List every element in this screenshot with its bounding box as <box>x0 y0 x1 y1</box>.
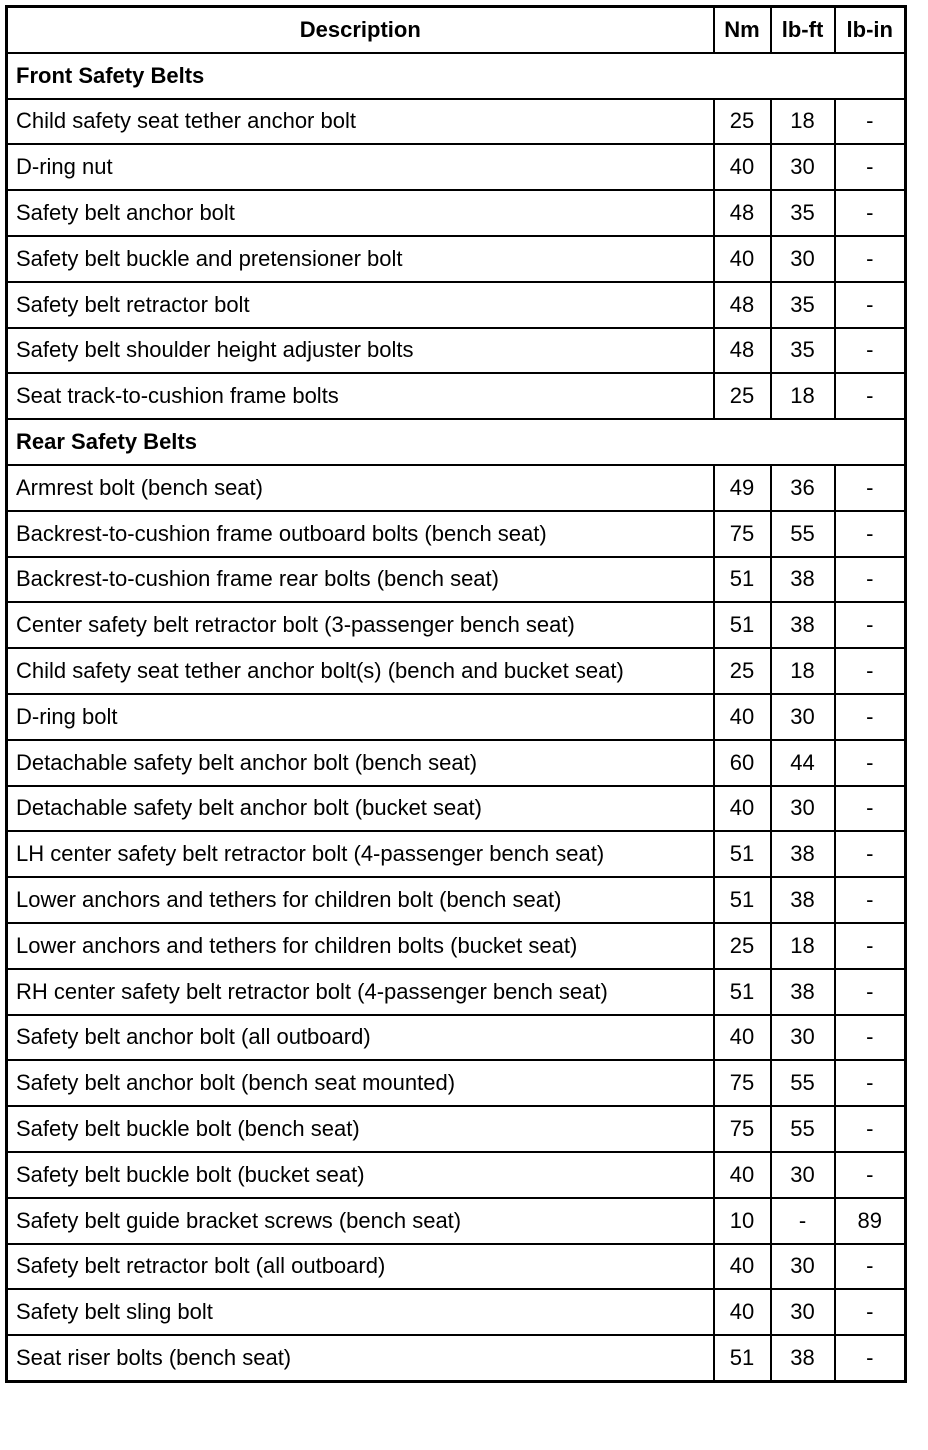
lb-in-cell: - <box>835 465 906 511</box>
nm-cell: 51 <box>714 557 771 603</box>
nm-cell: 40 <box>714 1244 771 1290</box>
description-cell: Safety belt sling bolt <box>7 1289 714 1335</box>
description-cell: Seat track-to-cushion frame bolts <box>7 373 714 419</box>
table-row <box>7 969 906 1015</box>
description-cell: Safety belt buckle bolt (bucket seat) <box>7 1152 714 1198</box>
nm-cell: 40 <box>714 1015 771 1061</box>
lb-ft-cell: 55 <box>771 1060 835 1106</box>
lb-ft-cell: 18 <box>771 99 835 145</box>
lb-in-cell: - <box>835 740 906 786</box>
lb-in-cell: - <box>835 831 906 877</box>
lb-ft-cell: 38 <box>771 602 835 648</box>
lb-ft-cell: 35 <box>771 282 835 328</box>
nm-cell: 40 <box>714 786 771 832</box>
description-cell: Safety belt retractor bolt (all outboard) <box>7 1244 714 1290</box>
lb-ft-cell: 30 <box>771 1015 835 1061</box>
description-cell: Backrest-to-cushion frame rear bolts (bench seat) <box>7 557 714 603</box>
table-body <box>7 53 906 1382</box>
lb-ft-cell: 35 <box>771 328 835 374</box>
lb-ft-cell: 35 <box>771 190 835 236</box>
description-cell: Safety belt shoulder height adjuster bolts <box>7 328 714 374</box>
table-row <box>7 1198 906 1244</box>
lb-in-cell: 89 <box>835 1198 906 1244</box>
nm-cell: 40 <box>714 1289 771 1335</box>
header-lb-ft: lb-ft <box>771 7 835 53</box>
nm-cell: 25 <box>714 99 771 145</box>
lb-ft-cell: 55 <box>771 511 835 557</box>
lb-in-cell: - <box>835 236 906 282</box>
table-row <box>7 1152 906 1198</box>
description-cell: Child safety seat tether anchor bolt <box>7 99 714 145</box>
nm-cell: 48 <box>714 282 771 328</box>
nm-cell: 51 <box>714 877 771 923</box>
description-cell: Safety belt buckle and pretensioner bolt <box>7 236 714 282</box>
description-cell: LH center safety belt retractor bolt (4-passenger bench seat) <box>7 831 714 877</box>
lb-in-cell: - <box>835 1015 906 1061</box>
description-cell: Safety belt anchor bolt (bench seat mounted) <box>7 1060 714 1106</box>
description-cell: Detachable safety belt anchor bolt (bucket seat) <box>7 786 714 832</box>
lb-ft-cell: 30 <box>771 1152 835 1198</box>
nm-cell: 40 <box>714 694 771 740</box>
lb-ft-cell: 30 <box>771 1289 835 1335</box>
lb-ft-cell: 38 <box>771 969 835 1015</box>
header-description: Description <box>7 7 714 53</box>
header-nm: Nm <box>714 7 771 53</box>
lb-in-cell: - <box>835 1289 906 1335</box>
table-row <box>7 144 906 190</box>
lb-ft-cell: 30 <box>771 694 835 740</box>
lb-ft-cell: 55 <box>771 1106 835 1152</box>
table-row <box>7 511 906 557</box>
description-cell: Lower anchors and tethers for children bolts (bucket seat) <box>7 923 714 969</box>
lb-ft-cell: 30 <box>771 786 835 832</box>
table-row <box>7 786 906 832</box>
lb-in-cell: - <box>835 1152 906 1198</box>
section-header-row <box>7 419 906 465</box>
nm-cell: 60 <box>714 740 771 786</box>
table-row <box>7 602 906 648</box>
nm-cell: 49 <box>714 465 771 511</box>
table-row <box>7 282 906 328</box>
nm-cell: 75 <box>714 511 771 557</box>
lb-in-cell: - <box>835 557 906 603</box>
description-cell: Safety belt retractor bolt <box>7 282 714 328</box>
table-row <box>7 1015 906 1061</box>
lb-ft-cell: 18 <box>771 648 835 694</box>
lb-ft-cell: 36 <box>771 465 835 511</box>
lb-in-cell: - <box>835 1106 906 1152</box>
lb-in-cell: - <box>835 99 906 145</box>
table-row <box>7 373 906 419</box>
lb-ft-cell: 38 <box>771 557 835 603</box>
description-cell: Seat riser bolts (bench seat) <box>7 1335 714 1381</box>
lb-ft-cell: 38 <box>771 877 835 923</box>
table-row <box>7 1289 906 1335</box>
description-cell: D-ring bolt <box>7 694 714 740</box>
description-cell: Armrest bolt (bench seat) <box>7 465 714 511</box>
description-cell: Child safety seat tether anchor bolt(s) (bench and bucket seat) <box>7 648 714 694</box>
nm-cell: 10 <box>714 1198 771 1244</box>
description-cell: Lower anchors and tethers for children bolt (bench seat) <box>7 877 714 923</box>
table-row <box>7 1060 906 1106</box>
lb-in-cell: - <box>835 877 906 923</box>
header-row <box>7 7 906 53</box>
header-lb-in: lb-in <box>835 7 906 53</box>
lb-in-cell: - <box>835 1335 906 1381</box>
description-cell: Safety belt guide bracket screws (bench seat) <box>7 1198 714 1244</box>
table-row <box>7 694 906 740</box>
lb-ft-cell: 18 <box>771 373 835 419</box>
nm-cell: 40 <box>714 144 771 190</box>
torque-specifications-table <box>5 5 907 1383</box>
table-row <box>7 99 906 145</box>
section-title: Front Safety Belts <box>7 53 906 99</box>
nm-cell: 48 <box>714 328 771 374</box>
section-header-row <box>7 53 906 99</box>
nm-cell: 51 <box>714 831 771 877</box>
lb-in-cell: - <box>835 969 906 1015</box>
lb-in-cell: - <box>835 1060 906 1106</box>
nm-cell: 25 <box>714 648 771 694</box>
table-row <box>7 831 906 877</box>
lb-in-cell: - <box>835 328 906 374</box>
section-title: Rear Safety Belts <box>7 419 906 465</box>
nm-cell: 25 <box>714 373 771 419</box>
nm-cell: 51 <box>714 602 771 648</box>
description-cell: Safety belt anchor bolt <box>7 190 714 236</box>
description-cell: Center safety belt retractor bolt (3-passenger bench seat) <box>7 602 714 648</box>
lb-in-cell: - <box>835 373 906 419</box>
table-row <box>7 1335 906 1381</box>
nm-cell: 51 <box>714 969 771 1015</box>
nm-cell: 48 <box>714 190 771 236</box>
description-cell: Detachable safety belt anchor bolt (bench seat) <box>7 740 714 786</box>
table-row <box>7 236 906 282</box>
table-row <box>7 1244 906 1290</box>
description-cell: Backrest-to-cushion frame outboard bolts (bench seat) <box>7 511 714 557</box>
nm-cell: 75 <box>714 1060 771 1106</box>
lb-in-cell: - <box>835 282 906 328</box>
table-row <box>7 877 906 923</box>
nm-cell: 40 <box>714 236 771 282</box>
lb-ft-cell: 30 <box>771 236 835 282</box>
lb-in-cell: - <box>835 511 906 557</box>
lb-ft-cell: 38 <box>771 1335 835 1381</box>
table-row <box>7 557 906 603</box>
lb-ft-cell: - <box>771 1198 835 1244</box>
table-row <box>7 1106 906 1152</box>
nm-cell: 51 <box>714 1335 771 1381</box>
lb-ft-cell: 44 <box>771 740 835 786</box>
lb-in-cell: - <box>835 602 906 648</box>
lb-ft-cell: 30 <box>771 1244 835 1290</box>
table-row <box>7 923 906 969</box>
lb-in-cell: - <box>835 694 906 740</box>
lb-ft-cell: 30 <box>771 144 835 190</box>
lb-ft-cell: 18 <box>771 923 835 969</box>
description-cell: RH center safety belt retractor bolt (4-passenger bench seat) <box>7 969 714 1015</box>
nm-cell: 75 <box>714 1106 771 1152</box>
table-row <box>7 465 906 511</box>
nm-cell: 40 <box>714 1152 771 1198</box>
table-row <box>7 740 906 786</box>
lb-in-cell: - <box>835 144 906 190</box>
nm-cell: 25 <box>714 923 771 969</box>
lb-in-cell: - <box>835 923 906 969</box>
description-cell: D-ring nut <box>7 144 714 190</box>
lb-in-cell: - <box>835 190 906 236</box>
lb-in-cell: - <box>835 786 906 832</box>
description-cell: Safety belt anchor bolt (all outboard) <box>7 1015 714 1061</box>
table-row <box>7 328 906 374</box>
lb-ft-cell: 38 <box>771 831 835 877</box>
table-header <box>7 7 906 53</box>
description-cell: Safety belt buckle bolt (bench seat) <box>7 1106 714 1152</box>
table-row <box>7 190 906 236</box>
lb-in-cell: - <box>835 648 906 694</box>
table-row <box>7 648 906 694</box>
lb-in-cell: - <box>835 1244 906 1290</box>
